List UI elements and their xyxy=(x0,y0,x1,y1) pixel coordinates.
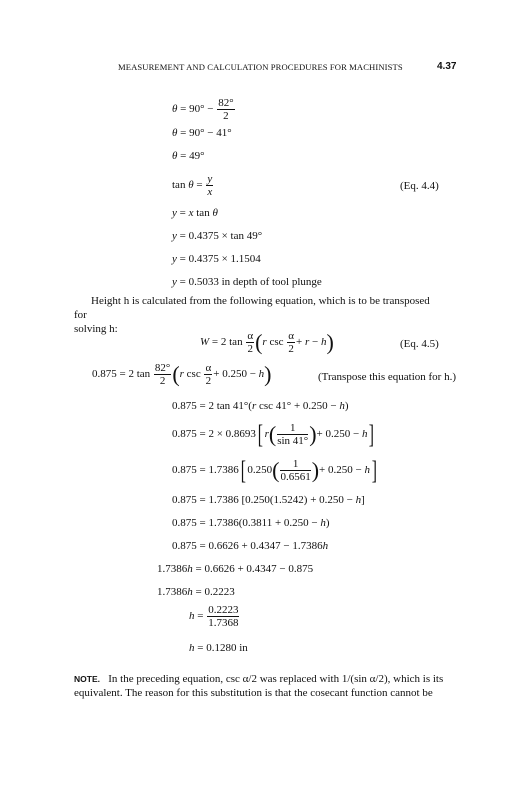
equation-y-2: y = 0.4375 × tan 49° xyxy=(172,230,263,242)
page-header xyxy=(0,62,516,78)
equation-step-2: 0.875 = 2 × 0.8693[ r( $\frac{1}{\sin 41^\circ}$ )+ 0.250 − h] xyxy=(172,419,375,449)
equation-number-4-5: (Eq. 4.5) xyxy=(400,338,439,350)
equation-step-4: 0.875 = 1.7386 [0.250(1.5242) + 0.250 − h] xyxy=(172,494,365,506)
paragraph-height-intro: Height h is calculated from the following equation, which is to be transposed for solving h: xyxy=(74,295,430,335)
equation-number-4-4: (Eq. 4.4) xyxy=(400,180,439,192)
equation-substituted: 0.875 = 2 tan $\frac{82^\circ}{2}$ (r csc $\frac{\alpha}{2}$ + 0.250 − h) xyxy=(92,361,272,387)
equation-step-9: h = $\frac{0.2223}{1.7368}$ xyxy=(189,604,239,629)
equation-step-6: 0.875 = 0.6626 + 0.4347 − 1.7386h xyxy=(172,540,329,552)
equation-y-4: y = 0.5033 in depth of tool plunge xyxy=(172,276,322,288)
equation-step-7: 1.7386h = 0.6626 + 0.4347 − 0.875 xyxy=(157,563,314,575)
equation-theta-3: θ = 49° xyxy=(172,150,205,162)
page-number: 4.37 xyxy=(437,61,457,72)
transpose-note: (Transpose this equation for h.) xyxy=(318,371,456,383)
equation-step-1: 0.875 = 2 tan 41°(r csc 41° + 0.250 − h) xyxy=(172,400,349,412)
equation-theta-1: θ = 90° − $\frac{82^\circ}{2}$ xyxy=(172,97,234,122)
equation-4-5: W = 2 tan $\frac{\alpha}{2}$ (r csc $\frac{\alpha}{2}$ + r − h) xyxy=(200,329,334,355)
equation-step-8: 1.7386h = 0.2223 xyxy=(157,586,235,598)
equation-step-3: 0.875 = 1.7386[ 0.250( $\frac{1}{0.6561}$ )+ 0.250 − h] xyxy=(172,455,377,485)
equation-result: h = 0.1280 in xyxy=(189,642,248,654)
note-paragraph: NOTE. In the preceding equation, csc α/2 was replaced with 1/(sin α/2), which is its equivalent. The reason for this substitution is that the cosecant function cannot be xyxy=(74,673,444,699)
equation-tan-theta: tan θ = $\frac{y}{x}$ xyxy=(172,173,213,198)
equation-step-5: 0.875 = 1.7386(0.3811 + 0.250 − h) xyxy=(172,517,330,529)
equation-theta-2: θ = 90° − 41° xyxy=(172,127,232,139)
fraction: $\frac{y}{x}$ xyxy=(207,173,213,198)
running-header-title: MEASUREMENT AND CALCULATION PROCEDURES FOR MACHINISTS xyxy=(118,62,403,72)
equation-y-3: y = 0.4375 × 1.1504 xyxy=(172,253,261,265)
equation-y-1: y = x tan θ xyxy=(172,207,218,219)
note-label: NOTE. xyxy=(74,674,100,684)
fraction: $\frac{82^\circ}{2}$ xyxy=(218,97,234,122)
